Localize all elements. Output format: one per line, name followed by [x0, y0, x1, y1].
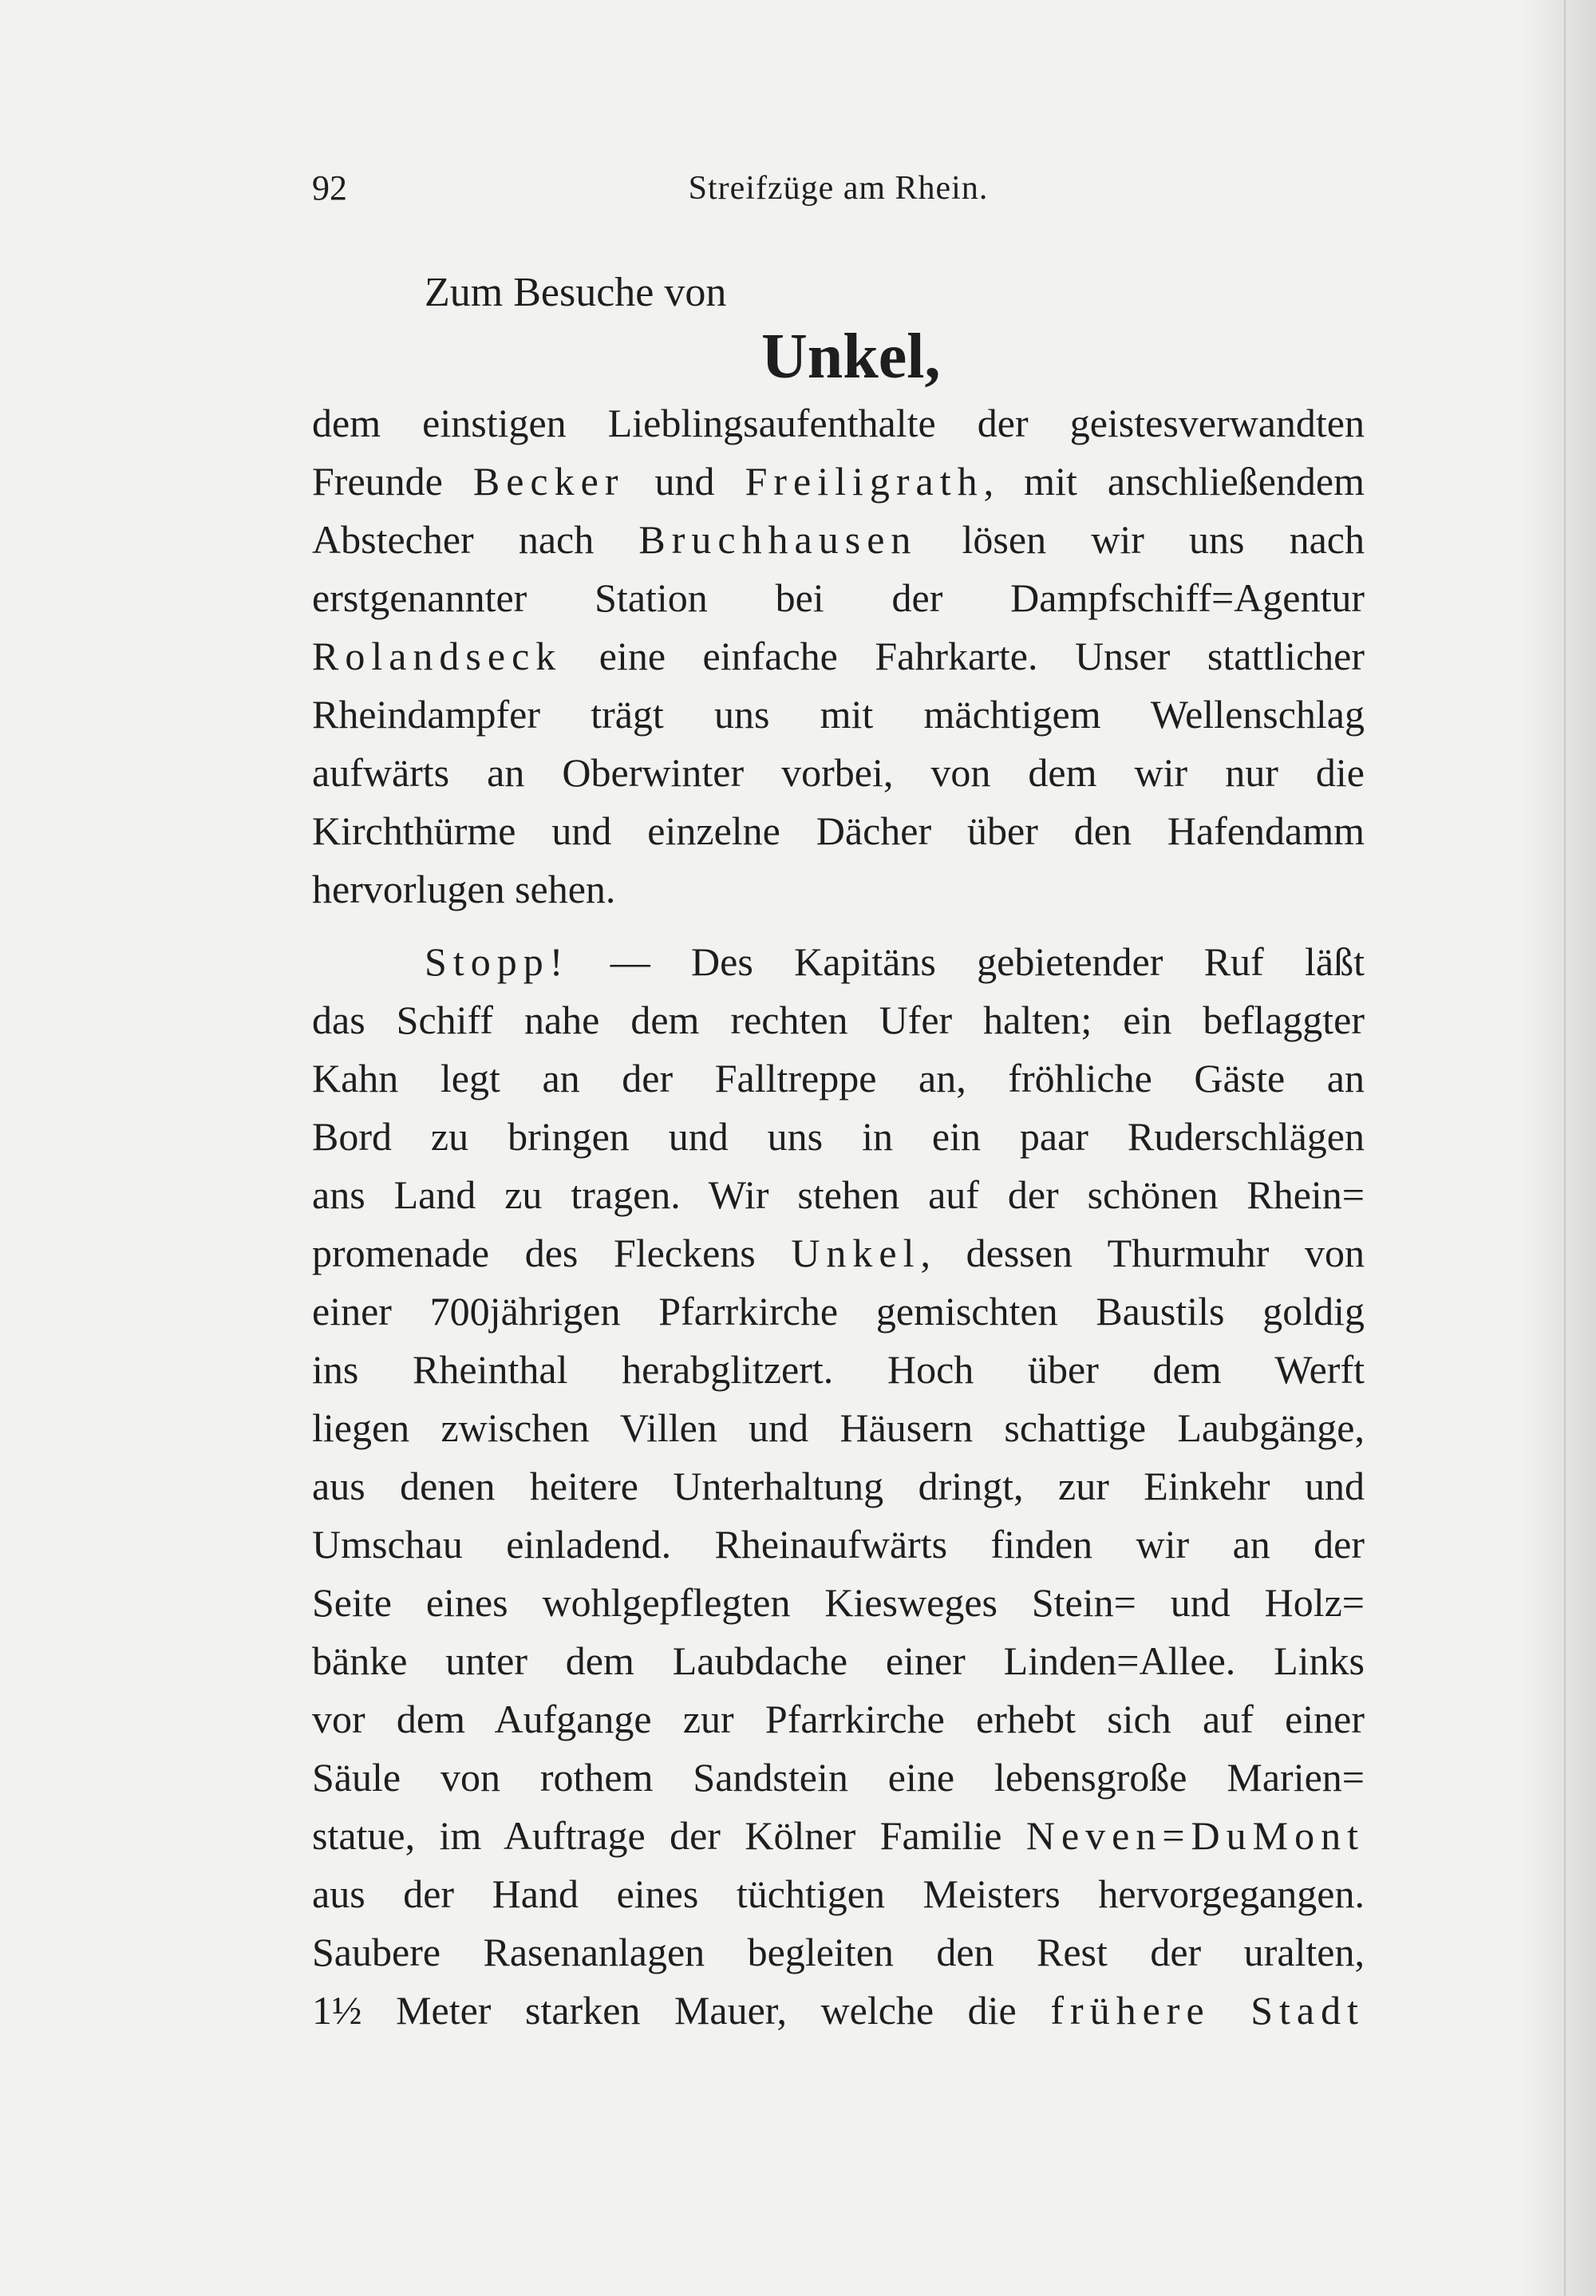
text-segment: , dessen Thurmuhr von — [920, 1231, 1365, 1275]
text-segment: das Schiff nahe dem rechten Ufer halten; ein beflaggter — [312, 998, 1365, 1042]
text-segment: vor dem Aufgange zur Pfarrkirche erhebt sich auf einer — [312, 1697, 1365, 1741]
text-segment: Saubere Rasenanlagen begleiten den Rest der uralten, — [312, 1930, 1365, 1974]
text-segment: aus denen heitere Unterhaltung dringt, zur Einkehr und — [312, 1464, 1365, 1508]
text-segment: eine einfache Fahrkarte. Unser stattlicher — [562, 634, 1365, 678]
text-line — [312, 394, 1365, 452]
text-line — [312, 627, 1365, 686]
text-segment: dem einstigen Lieblingsaufenthalte der geistesverwandten — [312, 401, 1365, 445]
text-segment: Säule von rothem Sandstein eine lebensgroße Marien= — [312, 1755, 1365, 1800]
emphasized-text: Neven=DuMont — [1025, 1813, 1365, 1858]
text-segment: — Des Kapitäns gebietender Ruf läßt — [569, 939, 1365, 984]
text-line — [312, 1516, 1365, 1574]
section-title: Unkel, — [761, 322, 941, 392]
text-segment: Kirchthürme und einzelne Dächer über den Hafendamm — [312, 808, 1365, 853]
text-segment: Bord zu bringen und uns in ein paar Ruderschlägen — [312, 1114, 1365, 1159]
page-edge-shadow — [1524, 0, 1596, 2296]
text-segment: erstgenannter Station bei der Dampfschiff=Agentur — [312, 575, 1365, 620]
text-segment: statue, im Auftrage der Kölner Familie — [312, 1813, 1026, 1858]
paragraph — [312, 394, 1365, 919]
text-line — [312, 1982, 1365, 2040]
text-line — [312, 1224, 1365, 1282]
text-line — [312, 1341, 1365, 1399]
text-segment: ins Rheinthal herabglitzert. Hoch über dem Werft — [312, 1347, 1365, 1392]
emphasized-text: Rolandseck — [312, 634, 563, 678]
emphasized-text: Bruchhausen — [638, 517, 918, 562]
text-segment: Rheindampfer trägt uns mit mächtigem Wellenschlag — [312, 692, 1365, 737]
text-segment: bänke unter dem Laubdache einer Linden=Allee. Links — [312, 1638, 1365, 1683]
text-segment: Umschau einladend. Rheinaufwärts finden wir an der — [312, 1522, 1365, 1567]
emphasized-text: Unkel — [791, 1231, 921, 1275]
text-segment: hervorlugen sehen. — [312, 867, 616, 911]
text-segment: liegen zwischen Villen und Häusern schattige Laubgänge, — [312, 1405, 1365, 1450]
text-line — [312, 1166, 1365, 1224]
text-line — [312, 802, 1365, 860]
text-line — [312, 569, 1365, 627]
text-segment: promenade des Fleckens — [312, 1231, 792, 1275]
text-line — [312, 1399, 1365, 1457]
emphasized-text: Freiligrath — [745, 459, 984, 504]
emphasized-text: frühere Stadt — [1050, 1988, 1365, 2033]
text-segment: 1½ Meter starken Mauer, welche die — [312, 1988, 1051, 2033]
text-line — [312, 1108, 1365, 1166]
text-line — [312, 686, 1365, 744]
text-segment: Abstecher nach — [312, 517, 639, 562]
text-line — [312, 1865, 1365, 1923]
paragraph — [312, 933, 1365, 2040]
emphasized-text: Stopp! — [425, 939, 570, 984]
text-line — [312, 1632, 1365, 1690]
emphasized-text: Becker — [472, 459, 625, 504]
text-segment: lösen wir uns nach — [917, 517, 1365, 562]
text-segment: Seite eines wohlgepflegten Kiesweges Stein= und Holz= — [312, 1580, 1365, 1625]
page-number: 92 — [312, 168, 347, 207]
text-line — [312, 933, 1365, 991]
text-line — [312, 1282, 1365, 1341]
text-segment: , mit anschließendem — [983, 459, 1365, 504]
text-line — [312, 1690, 1365, 1749]
text-segment: Kahn legt an der Falltreppe an, fröhliche Gäste an — [312, 1056, 1365, 1101]
text-line — [312, 1923, 1365, 1982]
text-segment: einer 700jährigen Pfarrkirche gemischten Baustils goldig — [312, 1289, 1365, 1334]
text-segment: Freunde — [312, 459, 473, 504]
text-segment: aufwärts an Oberwinter vorbei, von dem wir nur die — [312, 750, 1365, 795]
section-intro: Zum Besuche von — [425, 270, 727, 315]
text-segment: und — [624, 459, 745, 504]
text-segment: ans Land zu tragen. Wir stehen auf der schönen Rhein= — [312, 1172, 1365, 1217]
running-head: Streifzüge am Rhein. — [688, 170, 989, 207]
text-line — [312, 1749, 1365, 1807]
text-line — [312, 1457, 1365, 1516]
text-line — [312, 452, 1365, 511]
text-line — [312, 991, 1365, 1049]
text-line — [312, 1049, 1365, 1108]
page-edge-line — [1564, 0, 1566, 2296]
text-line — [312, 511, 1365, 569]
text-segment: aus der Hand eines tüchtigen Meisters hervorgegangen. — [312, 1871, 1365, 1916]
text-line — [312, 860, 1365, 919]
body-text — [312, 394, 1365, 2040]
text-line — [312, 744, 1365, 802]
text-line — [312, 1807, 1365, 1865]
text-line — [312, 1574, 1365, 1632]
